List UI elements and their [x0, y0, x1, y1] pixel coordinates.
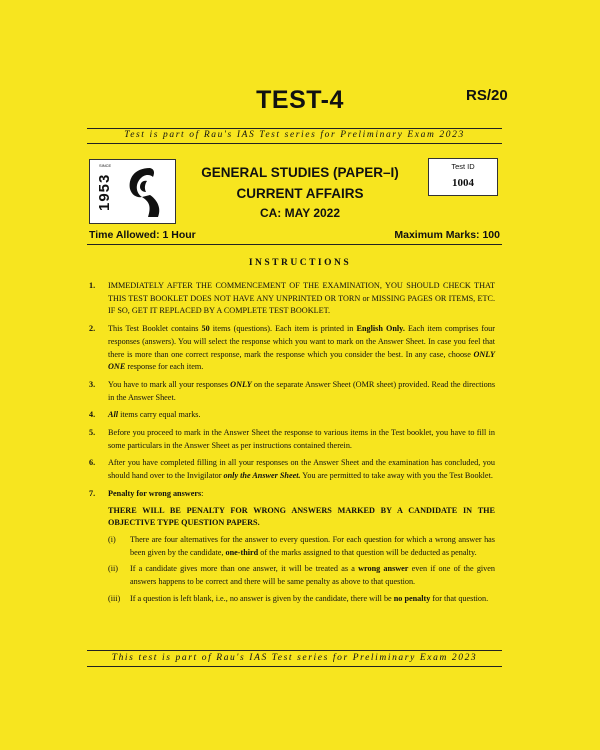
logo-since: SINCE [99, 163, 112, 168]
logo-year: 1953 [96, 173, 113, 211]
instruction-item [89, 457, 495, 482]
maximum-marks: Maximum Marks: 100 [394, 229, 500, 241]
item-text: Before you proceed to mark in the Answer Sheet the response to various items in the Test booklet, you have to fill in some particulars in the Answer Sheet as per instructions contained therein. [108, 428, 495, 450]
item-number: 6. [89, 458, 96, 468]
item-text: of the marks assigned to that question will be deducted as penalty. [258, 547, 477, 557]
item-text: IMMEDIATELY AFTER THE COMMENCEMENT OF THE EXAMINATION, YOU SHOULD CHECK THAT THIS TEST BOOKLET DOES NOT HAVE ANY UNPRINTED OR TORN or MISSING PAGES OR ITEMS, ETC. IF SO, GET IT REPLACED BY A COMPLETE TEST BOOKLET. [108, 281, 495, 316]
penalty-subitem [108, 534, 495, 559]
item-emphasis: one-third [225, 547, 259, 557]
paper-month: CA: MAY 2022 [259, 206, 341, 220]
series-note-top: Test is part of Rau's IAS Test series for Preliminary Exam 2023 [124, 130, 465, 140]
test-id-box [428, 158, 498, 196]
subitem-number: (i) [108, 534, 116, 544]
test-id-label: Test ID [451, 162, 475, 171]
instruction-item [89, 409, 495, 422]
subitem-number: (iii) [108, 593, 121, 603]
divider [87, 666, 502, 667]
paper-subject: CURRENT AFFAIRS [236, 186, 364, 201]
divider [87, 143, 502, 144]
divider [87, 128, 502, 129]
instruction-item [89, 488, 495, 606]
item-text: items carry equal marks. [118, 410, 201, 420]
penalty-subitem [108, 563, 495, 588]
item-emphasis: ONLY [230, 379, 252, 389]
item-emphasis: wrong answer [358, 564, 409, 574]
instruction-item [89, 427, 495, 452]
instruction-item [89, 323, 495, 374]
item-emphasis: English Only. [356, 324, 405, 334]
subitem-number: (ii) [108, 564, 119, 574]
item-text: Each item comprises four responses (answers). You will select the response which you want to mark on the Answer Sheet. In case you feel that there is more than one correct response, mark the response which you consider the best. In any case, choose [108, 324, 495, 359]
penalty-notice: THERE WILL BE PENALTY FOR WRONG ANSWERS MARKED BY A CANDIDATE IN THE OBJECTIVE TYPE QUESTION PAPERS. [108, 505, 495, 528]
item-emphasis: no penalty [393, 593, 431, 603]
penalty-subitem [108, 593, 495, 606]
time-allowed: Time Allowed: 1 Hour [89, 229, 196, 241]
item-text: After you have completed filling in all your responses on the Answer Sheet and the examination has concluded, you should hand over to the Invigilator [108, 458, 495, 481]
test-title: TEST-4 [256, 86, 344, 114]
series-note-bottom: This test is part of Rau's IAS Test series for Preliminary Exam 2023 [111, 653, 478, 663]
item-text: on the separate Answer Sheet (OMR sheet) provided. Read the directions in the Answer Sheet. [108, 379, 496, 402]
item-number: 4. [89, 410, 96, 420]
item-text: There are four alternatives for the answer to every question. For each question for which a wrong answer has been given by the candidate, [130, 534, 495, 557]
item-text: You are permitted to take away with you the Test Booklet. [300, 471, 493, 481]
paper-title: GENERAL STUDIES (PAPER–I) [201, 165, 399, 180]
item-text: : [201, 488, 204, 498]
item-emphasis: ONLY ONE [108, 349, 495, 372]
item-text: If a candidate gives more than one answer, it will be treated as a [130, 564, 359, 574]
item-text: even if one of the given answers happens to be correct and there will be same penalty as above to that question. [130, 564, 496, 587]
instructions-list [89, 280, 495, 610]
item-emphasis: 50 [201, 324, 210, 334]
price-label: RS/20 [466, 87, 508, 104]
divider [87, 650, 502, 651]
item-text: for that question. [430, 593, 489, 603]
divider [87, 244, 502, 245]
instruction-item [89, 379, 495, 404]
item-number: 1. [89, 281, 96, 290]
instruction-item [89, 280, 495, 318]
penalty-title: Penalty for wrong answers [108, 488, 202, 498]
instructions-heading: INSTRUCTIONS [248, 258, 352, 268]
item-number: 2. [89, 324, 96, 334]
item-text: items (questions). Each item is printed in [209, 324, 357, 334]
item-emphasis: All [108, 410, 119, 420]
item-text: This Test Booklet contains [108, 324, 202, 334]
item-number: 5. [89, 428, 96, 438]
logo-emblem-icon [120, 165, 170, 219]
item-text: If a question is left blank, i.e., no answer is given by the candidate, there will be [130, 593, 394, 603]
item-text: response for each item. [125, 362, 204, 372]
logo [89, 159, 176, 224]
item-emphasis: only the Answer Sheet. [223, 471, 301, 481]
item-number: 3. [89, 379, 96, 389]
item-number: 7. [89, 488, 96, 498]
item-text: You have to mark all your responses [108, 379, 231, 389]
test-id-value: 1004 [452, 177, 474, 189]
